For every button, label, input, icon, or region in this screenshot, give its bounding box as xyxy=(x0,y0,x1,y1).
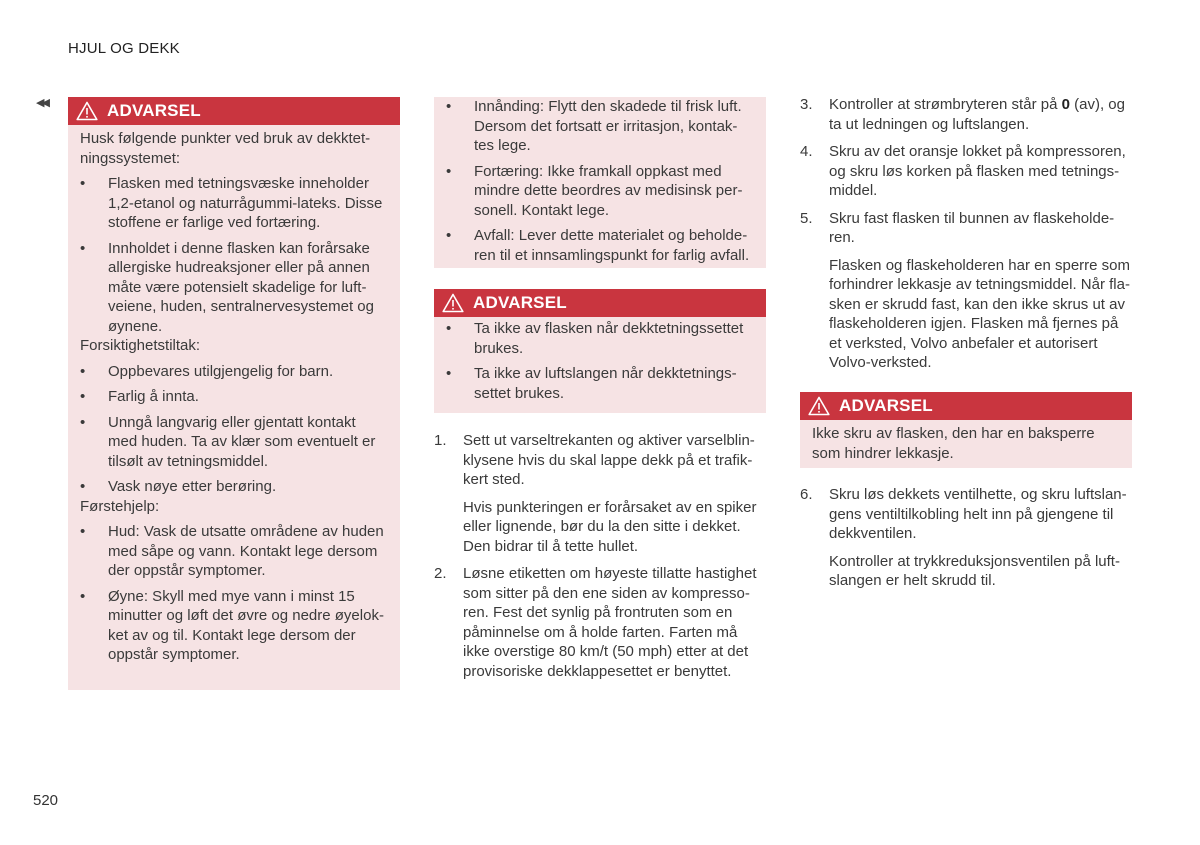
continuation-marker: ◀◀ xyxy=(36,97,47,109)
warning-bullet: • Farlig å innta. xyxy=(80,387,388,407)
step-number: 4. xyxy=(800,143,813,160)
section-title: HJUL OG DEKK xyxy=(68,40,180,57)
step-note: Kontroller at trykkreduksjonsventilen på luft-slangen er helt skrudd til. xyxy=(829,552,1120,589)
step-item xyxy=(800,485,1132,591)
step-number: 6. xyxy=(800,486,813,503)
step-text: Skru av det oransje lokket på kompressoren, og skru løs korken på flasken med tetnings-middel. xyxy=(829,143,1126,199)
warning-header xyxy=(68,97,400,125)
step-text: Løsne etiketten om høyeste tillatte hastighet som sitter på den ene siden av kompresso-ren. Fest det synlig på frontruten som en påminnelse om å holde farten. Farten må ikke overstige 80 km/t (50 mph) etter at det provisoriske dekklappesettet er benyttet. xyxy=(463,565,757,680)
step-item xyxy=(800,209,1132,373)
column-2 xyxy=(434,97,766,268)
warning-body xyxy=(800,420,1132,468)
warning-triangle-icon xyxy=(76,101,98,121)
warning-body xyxy=(68,125,400,690)
warning-intro: Husk følgende punkter ved bruk av dekktet-ningssystemet: xyxy=(80,130,371,167)
warning-bullet: • Flasken med tetningsvæske inneholder 1,2-etanol og naturrågummi-lateks. Disse stoffene er farlige ved fortæring. xyxy=(80,174,388,233)
step-note: Flasken og flaskeholderen har en sperre som forhindrer lekkasje av tetningsmiddel. Når fla-sken er skrudd fast, kan den ikke skrus ut av flaskeholderen igjen. Flasken må fjernes på et verksted, Volvo anbefaler et autorisert Volvo-verksted. xyxy=(829,256,1130,371)
warning-text: Ikke skru av flasken, den har en baksperre som hindrer lekkasje. xyxy=(812,425,1095,462)
warning-bullet: • Innånding: Flytt den skadede til frisk luft. Dersom det fortsatt er irritasjon, kontak-tes lege. xyxy=(446,97,754,156)
first-aid-label: Førstehjelp: xyxy=(80,497,160,515)
step-number: 1. xyxy=(434,432,447,449)
warning-triangle-icon xyxy=(442,293,464,313)
warning-bullet: • Fortæring: Ikke framkall oppkast med mindre dette beordres av medisinsk per-sonell. Kontakt lege. xyxy=(446,162,754,221)
step-text: Skru løs dekkets ventilhette, og skru luftslan-gens ventiltilkobling helt inn på gjengene til dekkventilen. xyxy=(829,486,1127,542)
warning-bullet: • Hud: Vask de utsatte områdene av huden med såpe og vann. Kontakt lege dersom der oppstår symptomer. xyxy=(80,522,388,581)
warning-continuation-box xyxy=(434,97,766,268)
step-number: 5. xyxy=(800,209,813,227)
warning-bullet: • Vask nøye etter berøring. xyxy=(80,477,388,497)
step-item xyxy=(434,564,764,681)
step-item xyxy=(800,142,1132,201)
warning-bullet: • Øyne: Skyll med mye vann i minst 15 minutter og løft det øvre og nedre øyelok-ket av og til. Kontakt lege dersom der oppstår symptomer. xyxy=(80,587,388,665)
page-number: 520 xyxy=(33,792,59,809)
warning-bullet: • Ta ikke av flasken når dekktetningssettet brukes. xyxy=(446,319,754,358)
step-text: Skru fast flasken til bunnen av flaskeholde-ren. xyxy=(829,209,1115,246)
warning-header xyxy=(800,392,1132,420)
warning-box xyxy=(800,392,1132,468)
warning-title: ADVARSEL xyxy=(107,101,201,120)
warning-box xyxy=(434,289,766,413)
steps-list xyxy=(434,431,764,681)
warning-bullet: • Unngå langvarig eller gjentatt kontakt med huden. Ta av klær som eventuelt er tilsølt av tetningsmiddel. xyxy=(80,413,388,472)
warning-bullet: • Innholdet i denne flasken kan forårsake allergiske hudreaksjoner eller på annen måte være potensielt skadelige for luft-veiene, huden, sentralnervesystemet og øynene. xyxy=(80,239,388,337)
step-text: Kontroller at strømbryteren står på 0 (av), og ta ut ledningen og luftslangen. xyxy=(829,96,1125,133)
warning-title: ADVARSEL xyxy=(473,293,567,312)
precautions-label: Forsiktighetstiltak: xyxy=(80,337,201,354)
warning-title: ADVARSEL xyxy=(839,396,933,415)
warning-body xyxy=(434,317,766,413)
column-1 xyxy=(68,97,400,690)
warning-bullet: • Ta ikke av luftslangen når dekktetnings-settet brukes. xyxy=(446,364,754,403)
step-item xyxy=(434,431,764,556)
warning-header xyxy=(434,289,766,317)
warning-box xyxy=(68,97,400,690)
warning-bullet: • Avfall: Lever dette materialet og beholde-ren til et innsamlingspunkt for farlig avfall. xyxy=(446,226,754,265)
step-item xyxy=(800,95,1132,134)
warning-triangle-icon xyxy=(808,396,830,416)
steps-list xyxy=(800,95,1132,373)
warning-bullet: • Oppbevares utilgjengelig for barn. xyxy=(80,362,388,382)
step-note: Hvis punkteringen er forårsaket av en spiker eller lignende, bør du la den sitte i dekket. Den bidrar til å tette hullet. xyxy=(463,498,757,555)
steps-list xyxy=(800,485,1132,591)
step-number: 3. xyxy=(800,96,813,113)
step-text: Sett ut varseltrekanten og aktiver varselblin-klysene hvis du skal lappe dekk på et trafik-kert sted. xyxy=(463,432,755,488)
step-number: 2. xyxy=(434,565,447,582)
